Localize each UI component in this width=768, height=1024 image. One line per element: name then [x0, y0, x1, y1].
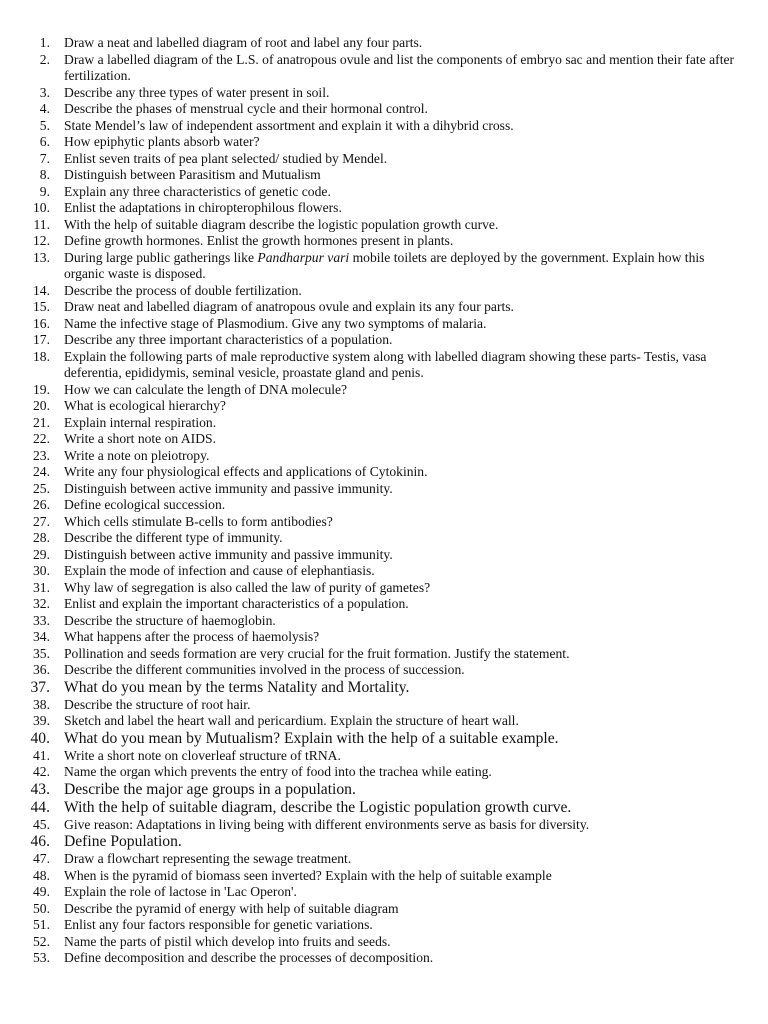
question-number: 11. [33, 216, 50, 232]
question-item [0, 851, 768, 868]
question-item [0, 151, 768, 168]
question-item [0, 713, 768, 730]
question-item [0, 134, 768, 151]
question-text: What is ecological hierarchy? [64, 398, 226, 413]
question-text: Distinguish between Parasitism and Mutualism [64, 167, 321, 182]
question-number: 15. [33, 299, 50, 314]
question-item [0, 167, 768, 184]
question-number: 30. [33, 563, 50, 578]
question-number: 43. [30, 780, 50, 798]
question-item [0, 200, 768, 217]
question-number: 50. [33, 900, 50, 916]
question-text: Enlist seven traits of pea plant selected/ studied by Mendel. [64, 150, 388, 166]
question-number: 31. [33, 579, 50, 595]
question-number: 46. [30, 833, 50, 850]
question-text: Enlist and explain the important characteristics of a population. [64, 596, 409, 611]
question-number: 38. [33, 696, 50, 712]
question-item [0, 950, 768, 967]
question-item [0, 332, 768, 349]
question-number: 16. [33, 315, 50, 331]
question-item [0, 316, 768, 333]
question-text: What do you mean by Mutualism? Explain with the help of a suitable example. [64, 729, 559, 747]
question-item [0, 398, 768, 415]
question-item [0, 748, 768, 765]
question-item [0, 497, 768, 514]
question-item [0, 184, 768, 201]
question-number: 45. [33, 816, 50, 832]
question-text: What happens after the process of haemolysis? [64, 629, 320, 644]
question-item [0, 884, 768, 901]
question-item [0, 868, 768, 885]
question-text: How we can calculate the length of DNA molecule? [64, 381, 348, 397]
question-number: 10. [33, 200, 50, 215]
question-number: 23. [33, 447, 50, 463]
question-item [0, 730, 768, 748]
question-number: 13. [33, 249, 50, 265]
question-item [0, 563, 768, 580]
question-text: Distinguish between active immunity and passive immunity. [64, 546, 393, 562]
question-number: 52. [33, 933, 50, 949]
question-number: 19. [33, 381, 50, 397]
question-item [0, 448, 768, 465]
question-item [0, 514, 768, 531]
question-text: Describe the different type of immunity. [64, 530, 283, 545]
question-number: 29. [33, 546, 50, 562]
question-number: 34. [33, 629, 50, 644]
question-item [0, 817, 768, 834]
question-text: What do you mean by the terms Natality and Mortality. [64, 678, 410, 696]
question-number: 14. [33, 282, 50, 298]
question-text: How epiphytic plants absorb water? [64, 134, 260, 149]
question-list [0, 35, 768, 967]
question-text: Distinguish between active immunity and passive immunity. [64, 480, 393, 496]
question-text: Describe the phases of menstrual cycle and their hormonal control. [64, 101, 428, 116]
question-text: State Mendel’s law of independent assortment and explain it with a dihybrid cross. [64, 117, 514, 133]
question-text: Define growth hormones. Enlist the growth hormones present in plants. [64, 233, 454, 248]
question-text: Write a short note on cloverleaf structure of tRNA. [64, 747, 341, 763]
question-text: Describe the major age groups in a population. [64, 780, 356, 798]
question-text: Name the infective stage of Plasmodium. Give any two symptoms of malaria. [64, 315, 487, 331]
question-number: 12. [33, 233, 50, 248]
question-item [0, 697, 768, 714]
question-number: 21. [33, 414, 50, 430]
question-number: 44. [30, 798, 50, 816]
question-number: 53. [33, 950, 50, 965]
question-text: Enlist the adaptations in chiropterophilous flowers. [64, 200, 342, 215]
question-item [0, 530, 768, 547]
question-item [0, 764, 768, 781]
question-item [0, 431, 768, 448]
question-text: Explain the role of lactose in 'Lac Operon'. [64, 884, 297, 899]
question-text-italic: Pandharpur vari [257, 249, 350, 265]
question-text: Write any four physiological effects and applications of Cytokinin. [64, 464, 428, 479]
question-number: 51. [33, 917, 50, 932]
question-item [0, 349, 768, 382]
question-number: 22. [33, 431, 50, 446]
question-text: With the help of suitable diagram describe the logistic population growth curve. [64, 216, 499, 232]
question-item [0, 481, 768, 498]
question-number: 4. [39, 101, 50, 116]
question-item [0, 250, 768, 283]
question-number: 9. [39, 183, 50, 199]
question-item [0, 52, 768, 85]
question-text: Describe the structure of root hair. [64, 696, 251, 712]
question-text-part: mobile toilets are deployed by the government. Explain how this organic waste is disposed. [64, 249, 705, 281]
question-number: 6. [39, 134, 50, 149]
question-item [0, 629, 768, 646]
question-text: Explain internal respiration. [64, 414, 217, 430]
question-text: Write a short note on AIDS. [64, 431, 216, 446]
question-number: 42. [33, 764, 50, 779]
question-number: 49. [33, 884, 50, 899]
question-text: Name the parts of pistil which develop into fruits and seeds. [64, 933, 391, 949]
question-item [0, 35, 768, 52]
question-number: 37. [30, 678, 50, 696]
question-item [0, 596, 768, 613]
question-item [0, 781, 768, 799]
question-text: Describe any three types of water present in soil. [64, 84, 330, 100]
question-item [0, 934, 768, 951]
question-item [0, 283, 768, 300]
question-number: 28. [33, 530, 50, 545]
question-item [0, 901, 768, 918]
question-text: Describe the structure of haemoglobin. [64, 612, 276, 628]
question-number: 27. [33, 513, 50, 529]
question-text: Describe the different communities involved in the process of succession. [64, 662, 465, 677]
question-text: Explain the following parts of male reproductive system along with labelled diagram showing these parts- Testis, vasa deferentia, epididymis, seminal vesicle, proastate gland and penis. [64, 348, 707, 380]
question-number: 33. [33, 612, 50, 628]
question-item [0, 646, 768, 663]
question-item [0, 118, 768, 135]
question-text: Describe the process of double fertilization. [64, 282, 302, 298]
question-number: 32. [33, 596, 50, 611]
question-text: Enlist any four factors responsible for genetic variations. [64, 917, 373, 932]
question-item [0, 299, 768, 316]
question-text-part: During large public gatherings like [64, 249, 258, 265]
question-text: Pollination and seeds formation are very crucial for the fruit formation. Justify the statement. [64, 645, 570, 661]
question-text [64, 250, 744, 283]
question-item [0, 415, 768, 432]
question-item [0, 917, 768, 934]
question-text: Name the organ which prevents the entry of food into the trachea while eating. [64, 764, 492, 779]
question-text: With the help of suitable diagram, describe the Logistic population growth curve. [64, 798, 572, 816]
question-item [0, 580, 768, 597]
question-item [0, 382, 768, 399]
question-number: 25. [33, 480, 50, 496]
question-item [0, 613, 768, 630]
question-text: Write a note on pleiotropy. [64, 447, 210, 463]
question-number: 20. [33, 398, 50, 413]
question-number: 39. [33, 713, 50, 728]
question-number: 36. [33, 662, 50, 677]
question-number: 47. [33, 851, 50, 866]
question-text: Describe the pyramid of energy with help of suitable diagram [64, 900, 399, 916]
question-text: Describe any three important characteristics of a population. [64, 332, 393, 347]
question-item [0, 217, 768, 234]
question-number: 18. [33, 348, 50, 364]
question-text: Define ecological succession. [64, 497, 226, 512]
question-item [0, 464, 768, 481]
question-item [0, 662, 768, 679]
question-item [0, 799, 768, 817]
question-number: 40. [30, 729, 50, 747]
question-item [0, 233, 768, 250]
question-number: 8. [39, 167, 50, 182]
question-number: 26. [33, 497, 50, 512]
question-number: 5. [39, 117, 50, 133]
question-text: Draw a flowchart representing the sewage treatment. [64, 851, 352, 866]
question-number: 1. [39, 35, 50, 50]
question-text: Draw neat and labelled diagram of anatropous ovule and explain its any four parts. [64, 299, 514, 314]
question-item [0, 833, 768, 851]
question-text: Explain the mode of infection and cause of elephantiasis. [64, 563, 375, 578]
question-item [0, 85, 768, 102]
question-text: Explain any three characteristics of genetic code. [64, 183, 331, 199]
question-text: Give reason: Adaptations in living being with different environments serve as basis for diversity. [64, 816, 590, 832]
question-text: Define decomposition and describe the processes of decomposition. [64, 950, 434, 965]
question-text: Define Population. [64, 833, 182, 850]
question-text: Sketch and label the heart wall and pericardium. Explain the structure of heart wall. [64, 713, 519, 728]
question-item [0, 679, 768, 697]
question-number: 7. [39, 150, 50, 166]
question-number: 2. [39, 51, 50, 67]
question-number: 41. [33, 747, 50, 763]
question-number: 48. [33, 867, 50, 883]
question-text: Which cells stimulate B-cells to form antibodies? [64, 513, 333, 529]
question-item [0, 101, 768, 118]
question-text: Why law of segregation is also called the law of purity of gametes? [64, 579, 431, 595]
question-number: 17. [33, 332, 50, 347]
question-text: Draw a labelled diagram of the L.S. of anatropous ovule and list the components of embryo sac and mention their fate after fertilization. [64, 51, 735, 83]
question-number: 3. [39, 84, 50, 100]
question-number: 35. [33, 645, 50, 661]
question-text: Draw a neat and labelled diagram of root and label any four parts. [64, 35, 423, 50]
question-item [0, 547, 768, 564]
question-text: When is the pyramid of biomass seen inverted? Explain with the help of suitable example [64, 867, 552, 883]
question-number: 24. [33, 464, 50, 479]
